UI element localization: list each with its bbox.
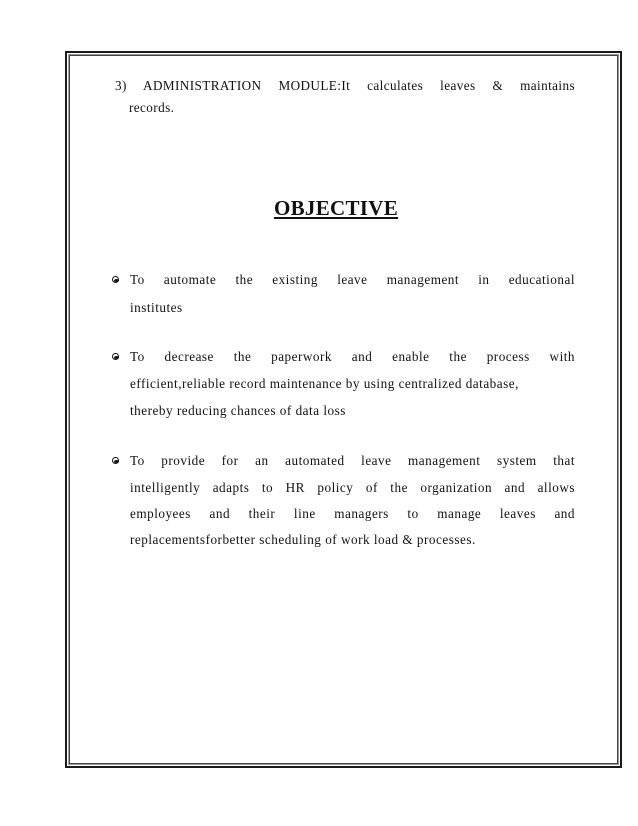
- module-description-line-2: records.: [129, 100, 175, 115]
- objective-2-line-2: efficient,reliable record maintenance by using centralized database,: [130, 376, 519, 391]
- objective-3-line-4: replacementsforbetter scheduling of work load & processes.: [130, 532, 476, 547]
- objective-3-line-1: To provide for an automated leave management system that: [130, 453, 575, 468]
- objective-1-line-1: To automate the existing leave management in educational: [130, 272, 575, 287]
- module-description-line-1: 3) ADMINISTRATION MODULE:It calculates leaves & maintains: [115, 78, 575, 93]
- bullet-icon: [112, 276, 119, 283]
- objective-3-line-2: intelligently adapts to HR policy of the organization and allows: [130, 480, 575, 495]
- objective-2-line-3: thereby reducing chances of data loss: [130, 403, 346, 418]
- objective-3-line-3: employees and their line managers to manage leaves and: [130, 506, 575, 521]
- bullet-icon: [112, 457, 119, 464]
- bullet-icon: [112, 353, 119, 360]
- section-heading: OBJECTIVE: [273, 196, 399, 220]
- objective-2-line-1: To decrease the paperwork and enable the process with: [130, 349, 575, 364]
- objective-1-line-2: institutes: [130, 300, 183, 315]
